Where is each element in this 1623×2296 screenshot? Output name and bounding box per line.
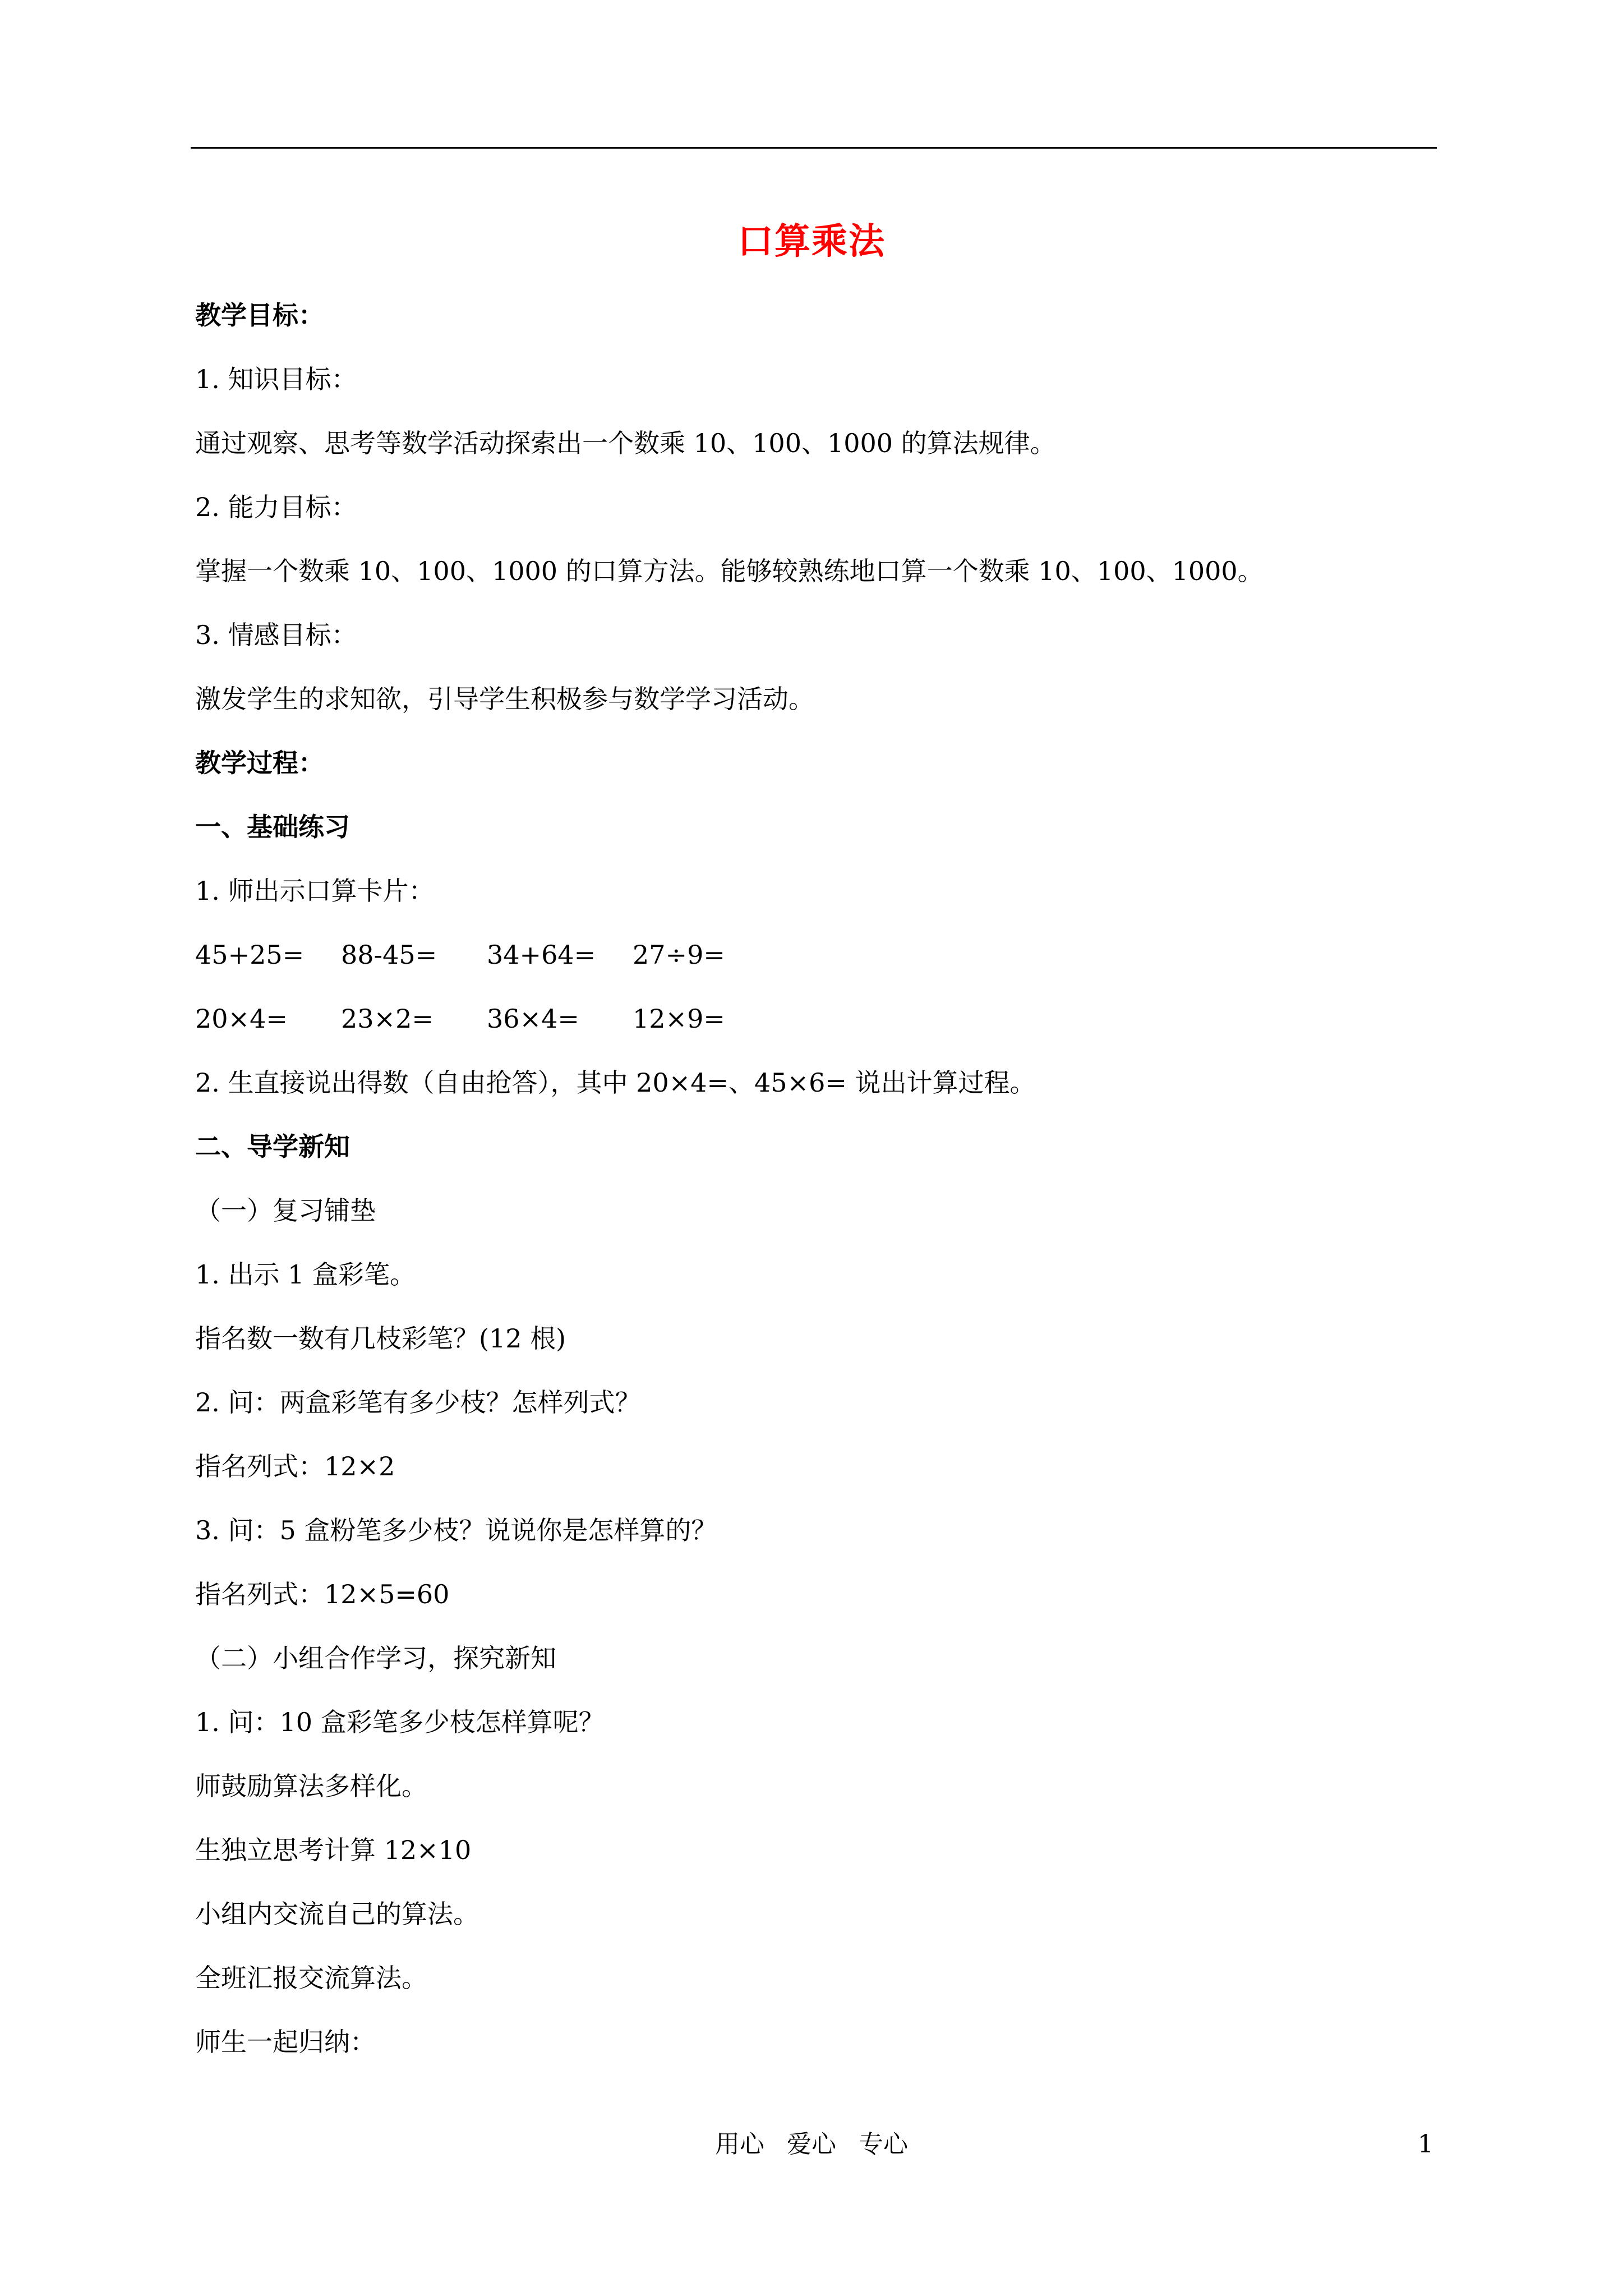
calc-row-1 [195, 931, 1429, 995]
footer-part3: 专心 [859, 2130, 908, 2159]
calc-item: 36×4= [487, 1004, 579, 1034]
page-footer [0, 2125, 1623, 2164]
goal1-text: 通过观察、思考等数学活动探索出一个数乘 10、100、1000 的算法规律。 [195, 428, 1056, 458]
sub1-step2-detail: 指名列式：12×2 [195, 1451, 395, 1481]
calc-item: 12×9= [633, 1004, 725, 1034]
calc-item: 20×4= [195, 1004, 288, 1034]
sub1-step1: 1. 出示 1 盒彩笔。 [195, 1259, 416, 1290]
goal2-text: 掌握一个数乘 10、100、1000 的口算方法。能够较熟练地口算一个数乘 10、100、1000。 [195, 556, 1264, 586]
sub2-line4: 全班汇报交流算法。 [195, 1963, 427, 1993]
goal3-label: 3. 情感目标： [195, 620, 357, 650]
sub2-step1: 1. 问：10 盒彩笔多少枝怎样算呢？ [195, 1707, 605, 1737]
calc-item: 88-45= [341, 940, 437, 970]
sub2-line2: 生独立思考计算 12×10 [195, 1835, 472, 1865]
sub2-line1: 师鼓励算法多样化。 [195, 1771, 427, 1801]
footer-part1: 用心 [715, 2130, 764, 2159]
footer-part2: 爱心 [787, 2130, 836, 2159]
document-title: 口算乘法 [737, 220, 886, 263]
sub2-heading: （二）小组合作学习，探究新知 [195, 1643, 556, 1673]
header-rule [191, 147, 1437, 149]
goal3-text: 激发学生的求知欲，引导学生积极参与数学学习活动。 [195, 684, 814, 714]
sub2-line5: 师生一起归纳： [195, 2027, 376, 2057]
sub1-step3-detail: 指名列式：12×5=60 [195, 1579, 450, 1609]
sub1-step3: 3. 问：5 盒粉笔多少枝？说说你是怎样算的？ [195, 1515, 717, 1545]
part1-step2: 2. 生直接说出得数（自由抢答），其中 20×4=、45×6= 说出计算过程。 [195, 1068, 1036, 1098]
calc-item: 23×2= [341, 1004, 434, 1034]
calc-item: 45+25= [195, 940, 305, 970]
part2-heading: 二、导学新知 [195, 1131, 350, 1162]
calc-row-2 [195, 995, 1429, 1059]
sub1-step1-detail: 指名数一数有几枝彩笔？(12 根) [195, 1323, 566, 1354]
part1-heading: 一、基础练习 [195, 812, 350, 842]
sub1-heading: （一）复习铺垫 [195, 1195, 376, 1226]
process-heading: 教学过程： [195, 748, 324, 778]
goal1-label: 1. 知识目标： [195, 364, 357, 394]
page-number: 1 [1418, 2130, 1433, 2159]
goals-heading: 教学目标： [195, 300, 324, 330]
document-body [195, 292, 1429, 2082]
calc-item: 34+64= [487, 940, 596, 970]
sub1-step2: 2. 问：两盒彩笔有多少枝？怎样列式？ [195, 1387, 641, 1418]
sub2-line3: 小组内交流自己的算法。 [195, 1899, 479, 1929]
goal2-label: 2. 能力目标： [195, 492, 357, 522]
part1-step1: 1. 师出示口算卡片： [195, 876, 435, 906]
calc-item: 27÷9= [633, 940, 725, 970]
